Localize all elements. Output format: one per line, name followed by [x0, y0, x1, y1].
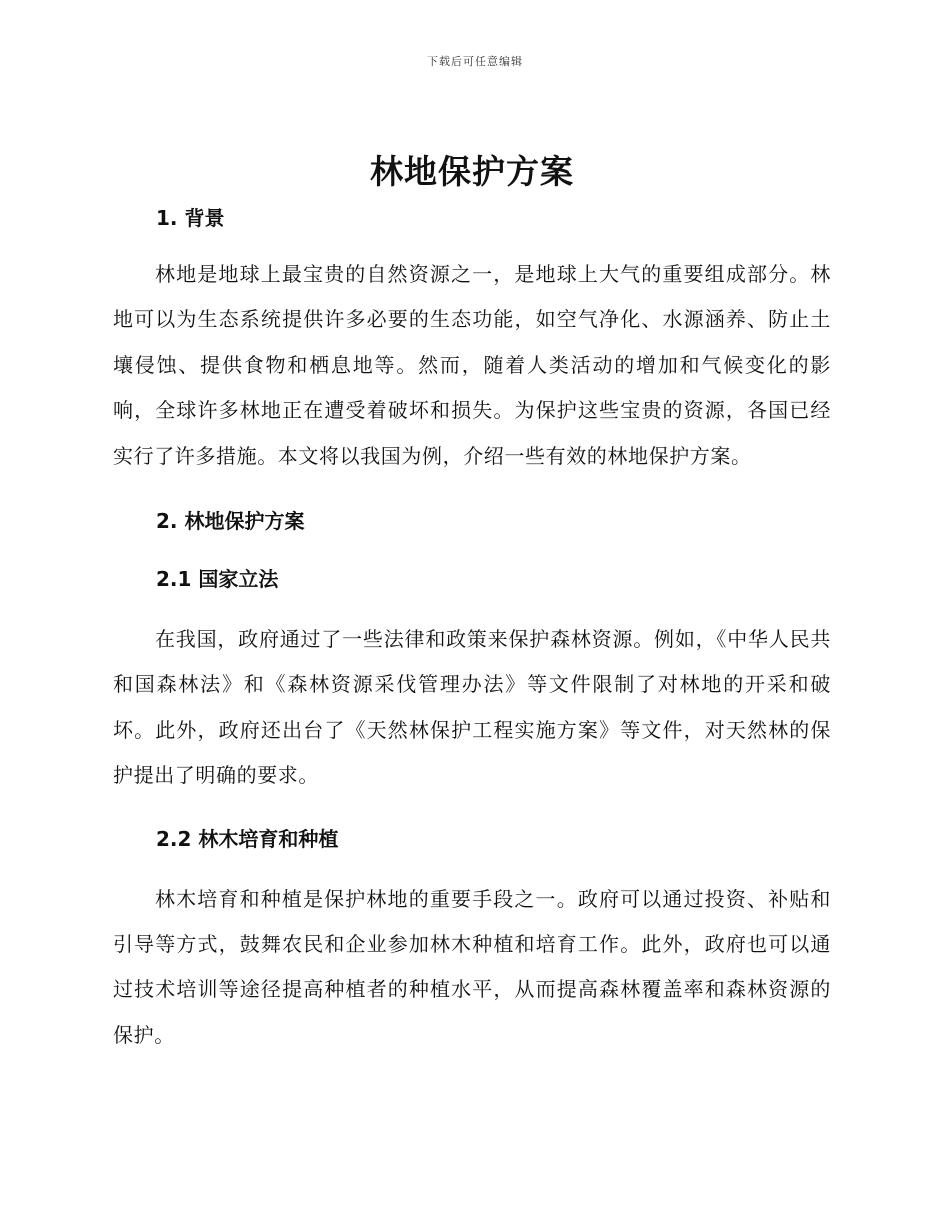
paragraph-national-legislation: 在我国，政府通过了一些法律和政策来保护森林资源。例如，《中华人民共和国森林法》和《森林资源采伐管理办法》等文件限制了对林地的开采和破坏。此外，政府还出台了《天然林保护工程实施方案》等文件，对天然林的保护提出了明确的要求。: [113, 627, 831, 788]
paragraph-tree-cultivation: 林木培育和种植是保护林地的重要手段之一。政府可以通过投资、补贴和引导等方式，鼓舞农民和企业参加林木种植和培育工作。此外，政府也可以通过技术培训等途径提高种植者的种植水平，从而提高森林覆盖率和森林资源的保护。: [113, 886, 831, 1047]
section-heading-background: 1. 背景: [156, 206, 225, 230]
section-heading-national-legislation: 2.1 国家立法: [156, 567, 279, 592]
page-header-note: 下载后可任意编辑: [427, 55, 523, 68]
section-heading-protection-plans: 2. 林地保护方案: [156, 509, 305, 534]
section-heading-tree-cultivation: 2.2 林木培育和种植: [156, 826, 339, 851]
paragraph-background: 林地是地球上最宝贵的自然资源之一，是地球上大气的重要组成部分。林地可以为生态系统提供许多必要的生态功能，如空气净化、水源涵养、防止土壤侵蚀、提供食物和栖息地等。然而，随着人类活动的增加和气候变化的影响，全球许多林地正在遭受着破坏和损失。为保护这些宝贵的资源，各国已经实行了许多措施。本文将以我国为例，介绍一些有效的林地保护方案。: [113, 262, 831, 468]
document-title: 林地保护方案: [370, 152, 574, 191]
document-body: [113, 150, 831, 1058]
